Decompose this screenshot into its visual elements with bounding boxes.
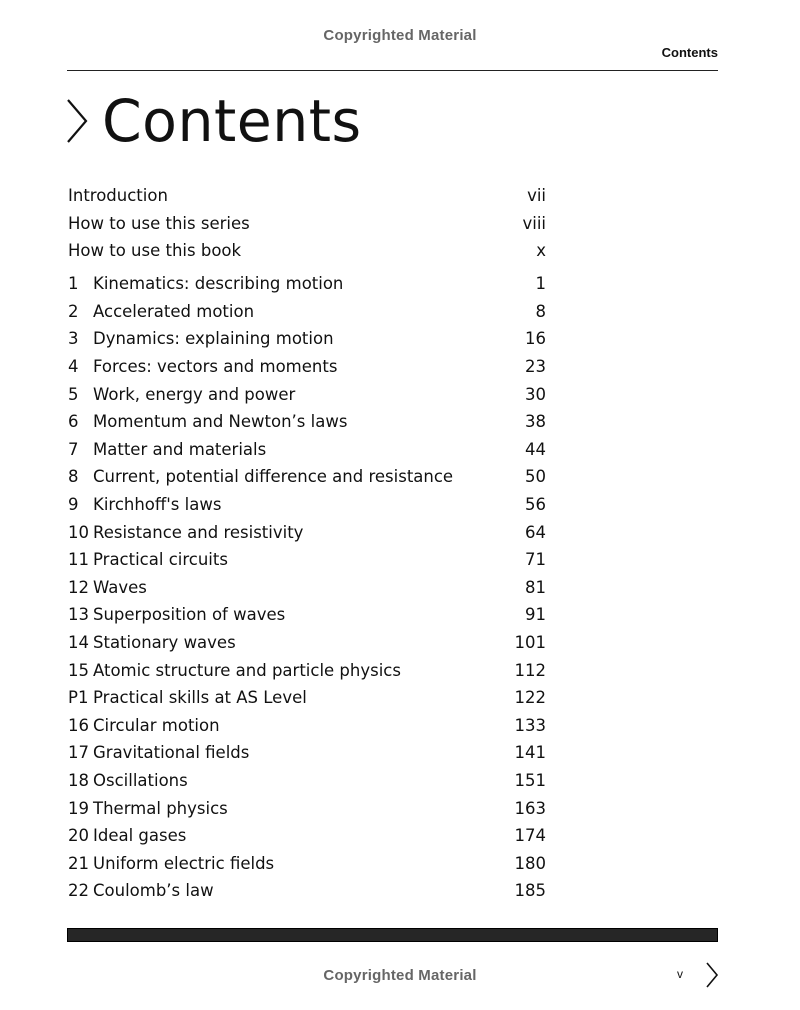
toc-entry-number: 18 [68,770,89,790]
toc-entry-number: 16 [68,715,89,735]
toc-entry-page: 50 [525,467,546,487]
toc-entry-title: Oscillations [93,770,188,790]
toc-entry[interactable] [68,877,546,905]
toc-entry[interactable] [68,237,546,265]
header-rule [67,70,718,71]
toc-entry-page: 133 [514,715,546,735]
front-matter-list [68,182,546,265]
page-title-text: Contents [102,87,362,155]
toc-entry-page: 151 [514,770,546,790]
toc-entry-title: Circular motion [93,715,220,735]
toc-entry-title: Thermal physics [93,798,228,818]
toc-entry-title: Forces: vectors and moments [93,357,338,377]
toc-entry[interactable] [68,463,546,491]
toc-entry-page: 180 [514,853,546,873]
toc-entry-page: 1 [535,274,546,294]
toc-entry[interactable] [68,629,546,657]
toc-entry-number: 5 [68,384,79,404]
toc-entry[interactable] [68,210,546,238]
toc-entry-page: x [536,241,546,261]
toc-entry-title: Introduction [68,186,168,206]
page-title [66,86,367,156]
toc-entry-title: How to use this series [68,213,250,233]
toc-entry-page: 81 [525,577,546,597]
running-head: Contents [661,45,718,60]
toc-entry[interactable] [68,325,546,353]
toc-entry[interactable] [68,822,546,850]
toc-entry-title: Practical skills at AS Level [93,688,307,708]
toc-entry-title: Accelerated motion [93,301,255,321]
toc-entry-title: Coulomb’s law [93,881,214,901]
toc-entry[interactable] [68,436,546,464]
toc-entry[interactable] [68,491,546,519]
toc-entry-number: 3 [68,329,79,349]
page-number: v [677,967,683,981]
toc-entry-title: Kirchhoff's laws [93,495,222,515]
next-page-chevron-icon [705,962,719,988]
toc-entry-number: 4 [68,357,79,377]
toc-entry-number: P1 [68,688,89,708]
toc-entry-page: 16 [525,329,546,349]
toc-entry[interactable] [68,574,546,602]
toc-entry-title: Gravitational fields [93,743,250,763]
toc-entry-title: Matter and materials [93,439,267,459]
toc-entry-page: 71 [525,550,546,570]
toc-entry-number: 1 [68,274,79,294]
toc-entry-title: Stationary waves [93,633,236,653]
chevron-right-icon [66,98,88,144]
toc-entry-title: Uniform electric fields [93,853,275,873]
toc-entry-number: 14 [68,633,89,653]
toc-entry-title: How to use this book [68,241,242,261]
toc-entry-number: 9 [68,495,79,515]
toc-entry-title: Resistance and resistivity [93,522,304,542]
toc-entry-title: Superposition of waves [93,605,286,625]
toc-entry[interactable] [68,270,546,298]
toc-entry-number: 17 [68,743,89,763]
toc-entry-number: 2 [68,301,79,321]
toc-entry-title: Momentum and Newton’s laws [93,412,348,432]
toc-entry-number: 20 [68,826,89,846]
toc-entry-page: 163 [514,798,546,818]
toc-entry-page: 122 [514,688,546,708]
copyright-watermark-top: Copyrighted Material [323,27,477,44]
toc-entry-title: Dynamics: explaining motion [93,329,334,349]
toc-entry-number: 11 [68,550,89,570]
toc-entry[interactable] [68,601,546,629]
copyright-watermark-bottom: Copyrighted Material [323,967,477,984]
toc-entry-title: Ideal gases [93,826,187,846]
toc-entry-title: Atomic structure and particle physics [93,660,401,680]
toc-entry[interactable] [68,182,546,210]
toc-entry-page: 174 [514,826,546,846]
toc-entry-page: 64 [525,522,546,542]
toc-entry[interactable] [68,849,546,877]
toc-entry-number: 13 [68,605,89,625]
toc-entry-number: 22 [68,881,89,901]
toc-entry-page: 185 [514,881,546,901]
toc-entry-page: 101 [514,633,546,653]
toc-entry-page: 56 [525,495,546,515]
toc-entry[interactable] [68,546,546,574]
toc-entry-page: viii [522,213,546,233]
toc-entry-number: 19 [68,798,89,818]
toc-entry[interactable] [68,712,546,740]
toc-entry[interactable] [68,739,546,767]
toc-entry[interactable] [68,656,546,684]
toc-entry-title: Current, potential difference and resistance [93,467,454,487]
toc-entry-number: 10 [68,522,89,542]
toc-entry-number: 15 [68,660,89,680]
toc-entry-page: 30 [525,384,546,404]
toc-entry-page: vii [527,186,546,206]
toc-entry[interactable] [68,518,546,546]
toc-entry-number: 12 [68,577,89,597]
toc-entry-number: 6 [68,412,79,432]
toc-entry[interactable] [68,794,546,822]
toc-entry-page: 112 [514,660,546,680]
toc-entry-title: Practical circuits [93,550,228,570]
toc-entry-page: 23 [525,357,546,377]
toc-entry[interactable] [68,380,546,408]
toc-entry-title: Waves [93,577,147,597]
toc-entry[interactable] [68,684,546,712]
toc-entry-page: 38 [525,412,546,432]
chapter-list [68,270,546,905]
toc-entry-number: 7 [68,439,79,459]
toc-entry-number: 21 [68,853,89,873]
toc-entry-page: 8 [535,301,546,321]
footer-bar [67,928,718,942]
toc-entry[interactable] [68,298,546,326]
toc-entry-page: 44 [525,439,546,459]
toc-entry-title: Kinematics: describing motion [93,274,344,294]
toc-entry[interactable] [68,353,546,381]
toc-entry-page: 141 [514,743,546,763]
toc-entry-number: 8 [68,467,79,487]
toc-entry[interactable] [68,408,546,436]
toc-entry-title: Work, energy and power [93,384,296,404]
toc-entry[interactable] [68,767,546,795]
toc-entry-page: 91 [525,605,546,625]
